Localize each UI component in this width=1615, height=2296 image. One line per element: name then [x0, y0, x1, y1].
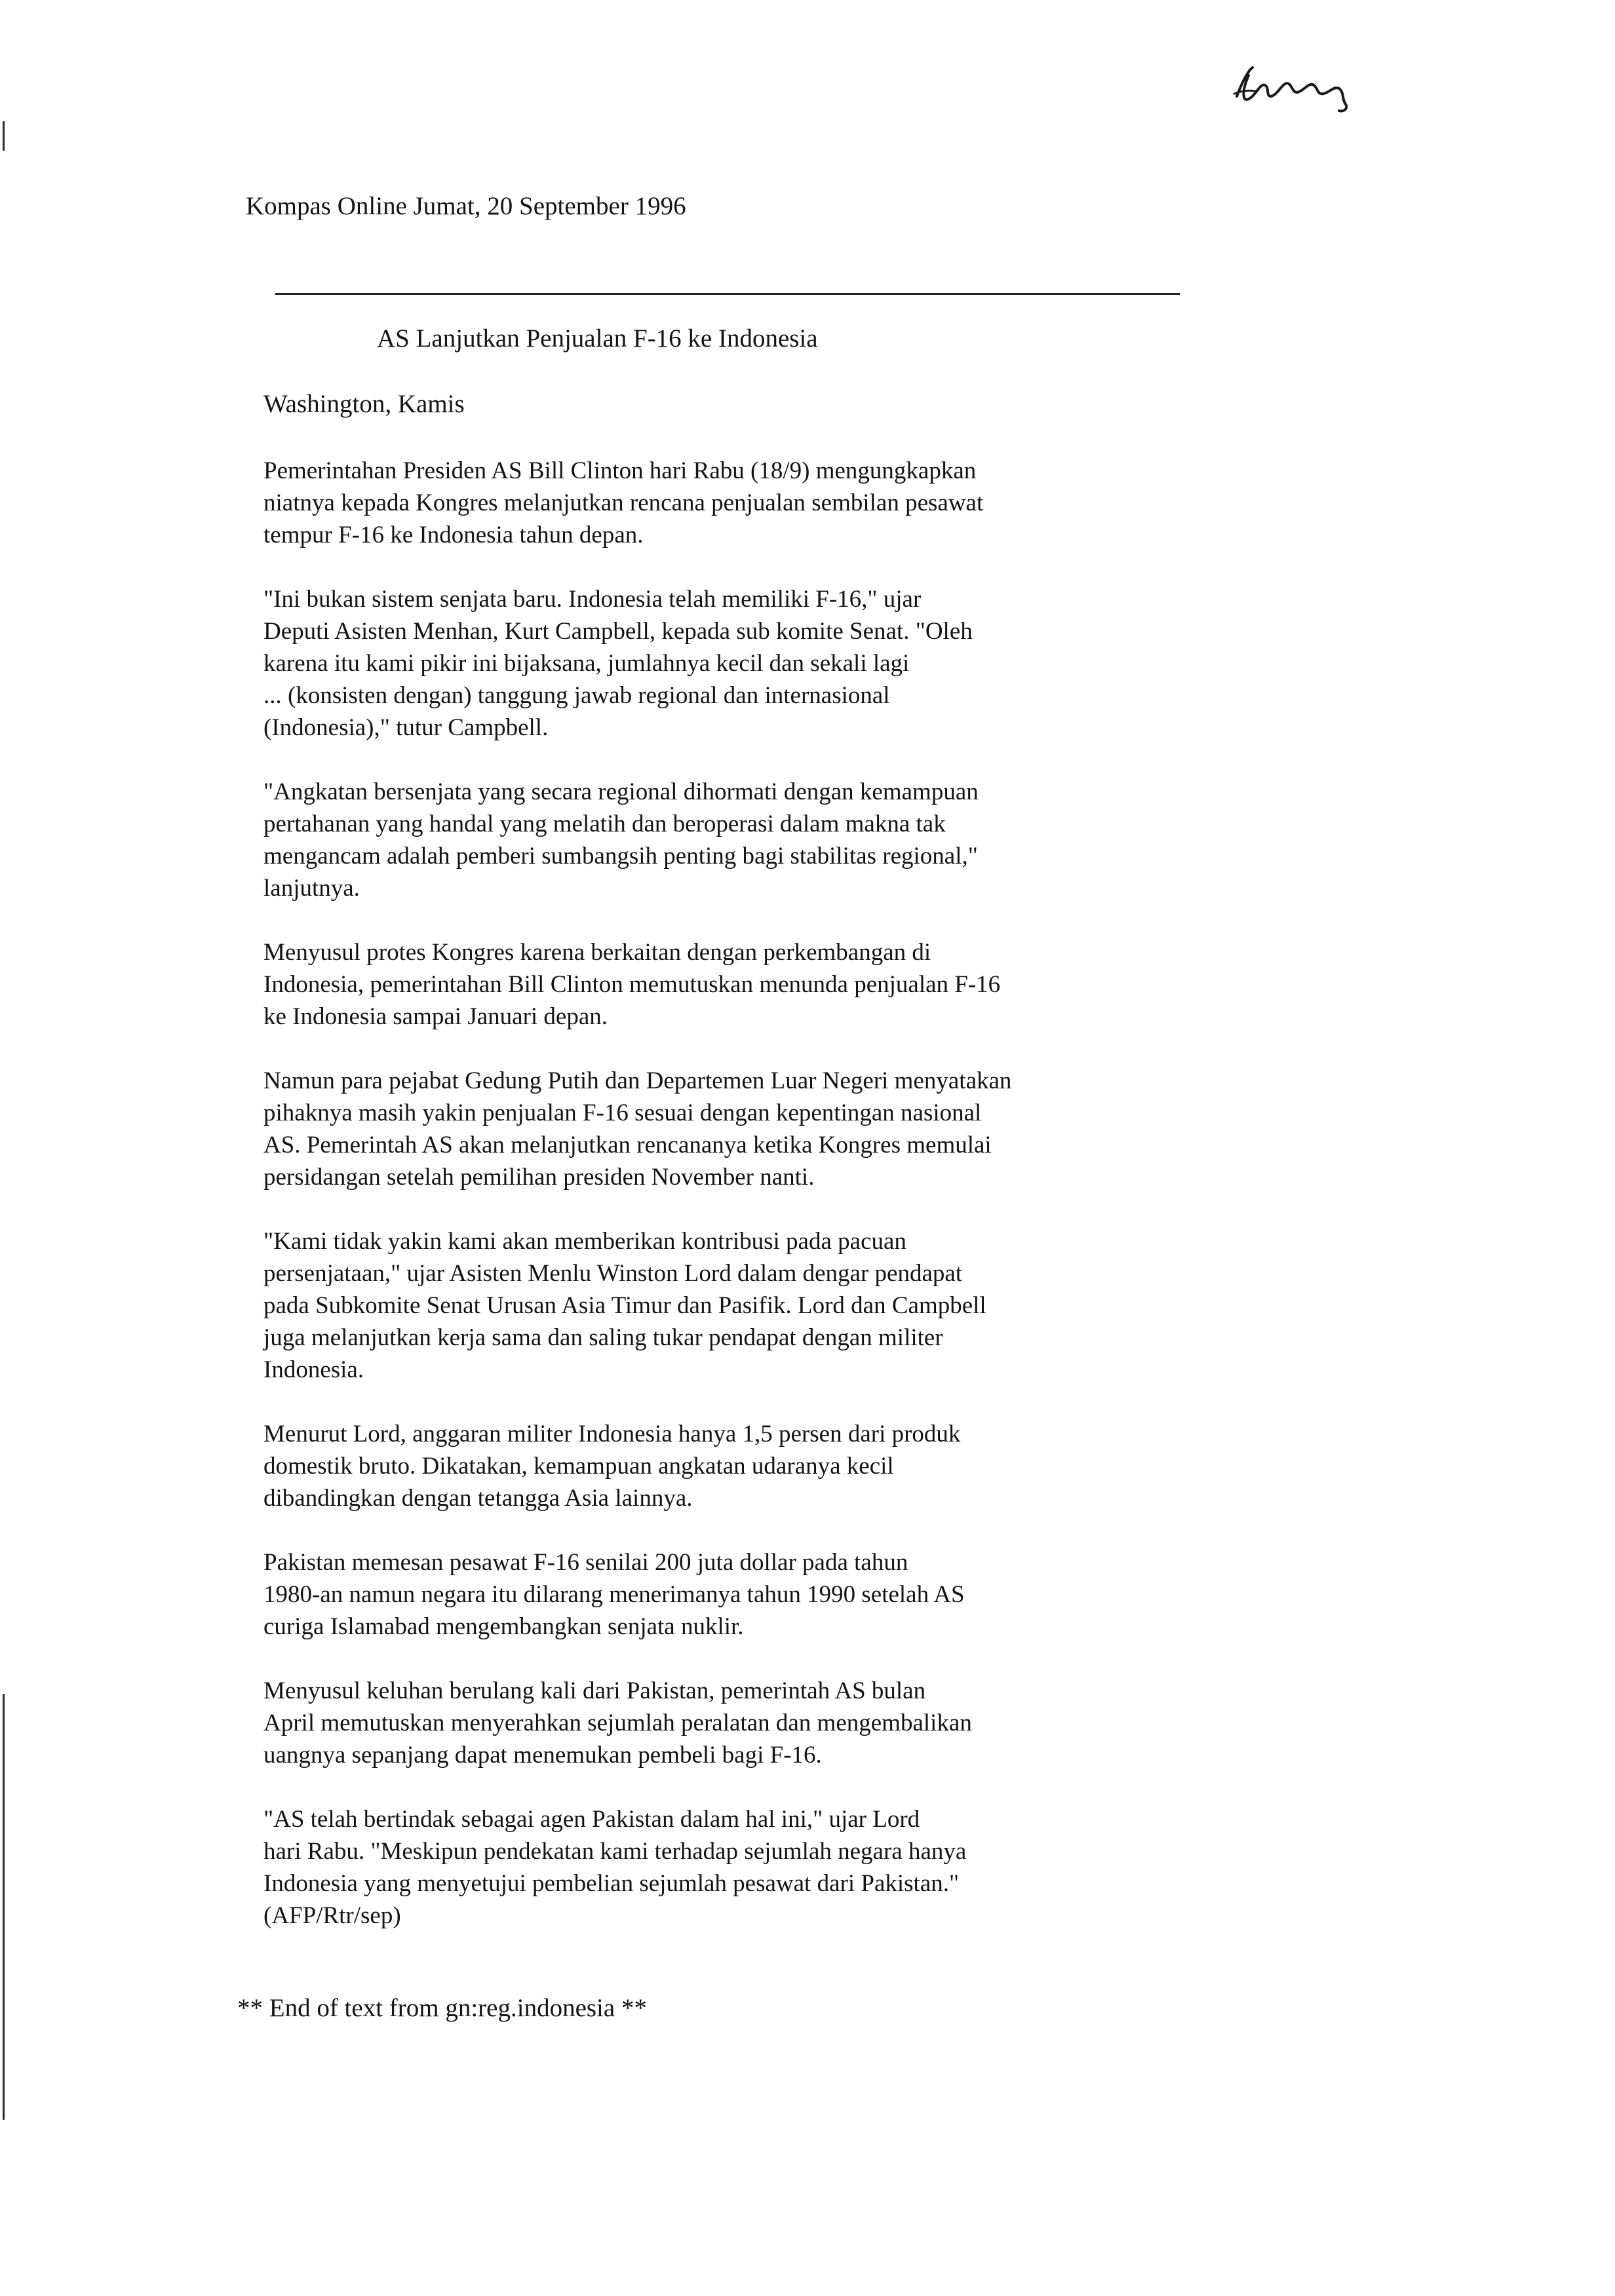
article-dateline: Washington, Kamis	[263, 390, 465, 418]
article-paragraph: Pakistan memesan pesawat F-16 senilai 200 juta dollar pada tahun 1980-an namun negara itu dilarang menerimanya tahun 1990 setelah AS curiga Islamabad mengembangkan senjata nuklir.	[263, 1549, 965, 1640]
horizontal-rule	[275, 293, 1180, 295]
article-body	[263, 455, 1181, 1964]
article-paragraph: Menurut Lord, anggaran militer Indonesia hanya 1,5 persen dari produk domestik bruto. Dikatakan, kemampuan angkatan udaranya kecil dibandingkan dengan tetangga Asia lainnya.	[263, 1421, 961, 1512]
article-paragraph: "Ini bukan sistem senjata baru. Indonesia telah memiliki F-16," ujar Deputi Asisten Menhan, Kurt Campbell, kepada sub komite Senat. "Oleh karena itu kami pikir ini bijaksana, jumlahnya kecil dan sekali lagi ... (konsisten dengan) tanggung jawab regional dan internasional (Indonesia)," tutur Campbell.	[263, 586, 973, 741]
scan-edge-mark	[3, 121, 5, 151]
article-paragraph: "AS telah bertindak sebagai agen Pakistan dalam hal ini," ujar Lord hari Rabu. "Meskipun pendekatan kami terhadap sejumlah negara hanya Indonesia yang menyetujui pembelian sejumlah pesawat dari Pakistan." (AFP/Rtr/sep)	[263, 1806, 967, 1929]
article-headline: AS Lanjutkan Penjualan F-16 ke Indonesia	[377, 324, 818, 353]
article-paragraph: Namun para pejabat Gedung Putih dan Departemen Luar Negeri menyatakan pihaknya masih yakin penjualan F-16 sesuai dengan kepentingan nasional AS. Pemerintah AS akan melanjutkan rencananya ketika Kongres memulai persidangan setelah pemilihan presiden November nanti.	[263, 1067, 1012, 1191]
article-paragraph: "Kami tidak yakin kami akan memberikan kontribusi pada pacuan persenjataan," ujar Asisten Menlu Winston Lord dalam dengar pendapat pada Subkomite Senat Urusan Asia Timur dan Pasifik. Lord dan Campbell juga melanjutkan kerja sama dan saling tukar pendapat dengan militer Indonesia.	[263, 1228, 986, 1383]
handwritten-note	[1229, 56, 1426, 115]
article-paragraph: "Angkatan bersenjata yang secara regional dihormati dengan kemampuan pertahanan yang handal yang melatih dan beroperasi dalam makna tak mengancam adalah pemberi sumbangsih penting bagi stabilitas regional," lanjutnya.	[263, 778, 979, 902]
end-of-text-footer: ** End of text from gn:reg.indonesia **	[237, 1994, 647, 2022]
article-paragraph: Menyusul protes Kongres karena berkaitan dengan perkembangan di Indonesia, pemerintahan Bill Clinton memutuskan menunda penjualan F-16 ke Indonesia sampai Januari depan.	[263, 939, 1001, 1030]
scan-edge-mark	[3, 1694, 5, 2120]
article-paragraph: Pemerintahan Presiden AS Bill Clinton hari Rabu (18/9) mengungkapkan niatnya kepada Kongres melanjutkan rencana penjualan sembilan pesawat tempur F-16 ke Indonesia tahun depan.	[263, 457, 984, 548]
article-paragraph: Menyusul keluhan berulang kali dari Pakistan, pemerintah AS bulan April memutuskan menyerahkan sejumlah peralatan dan mengembalikan uangnya sepanjang dapat menemukan pembeli bagi F-16.	[263, 1677, 972, 1769]
document-header: Kompas Online Jumat, 20 September 1996	[246, 192, 686, 220]
